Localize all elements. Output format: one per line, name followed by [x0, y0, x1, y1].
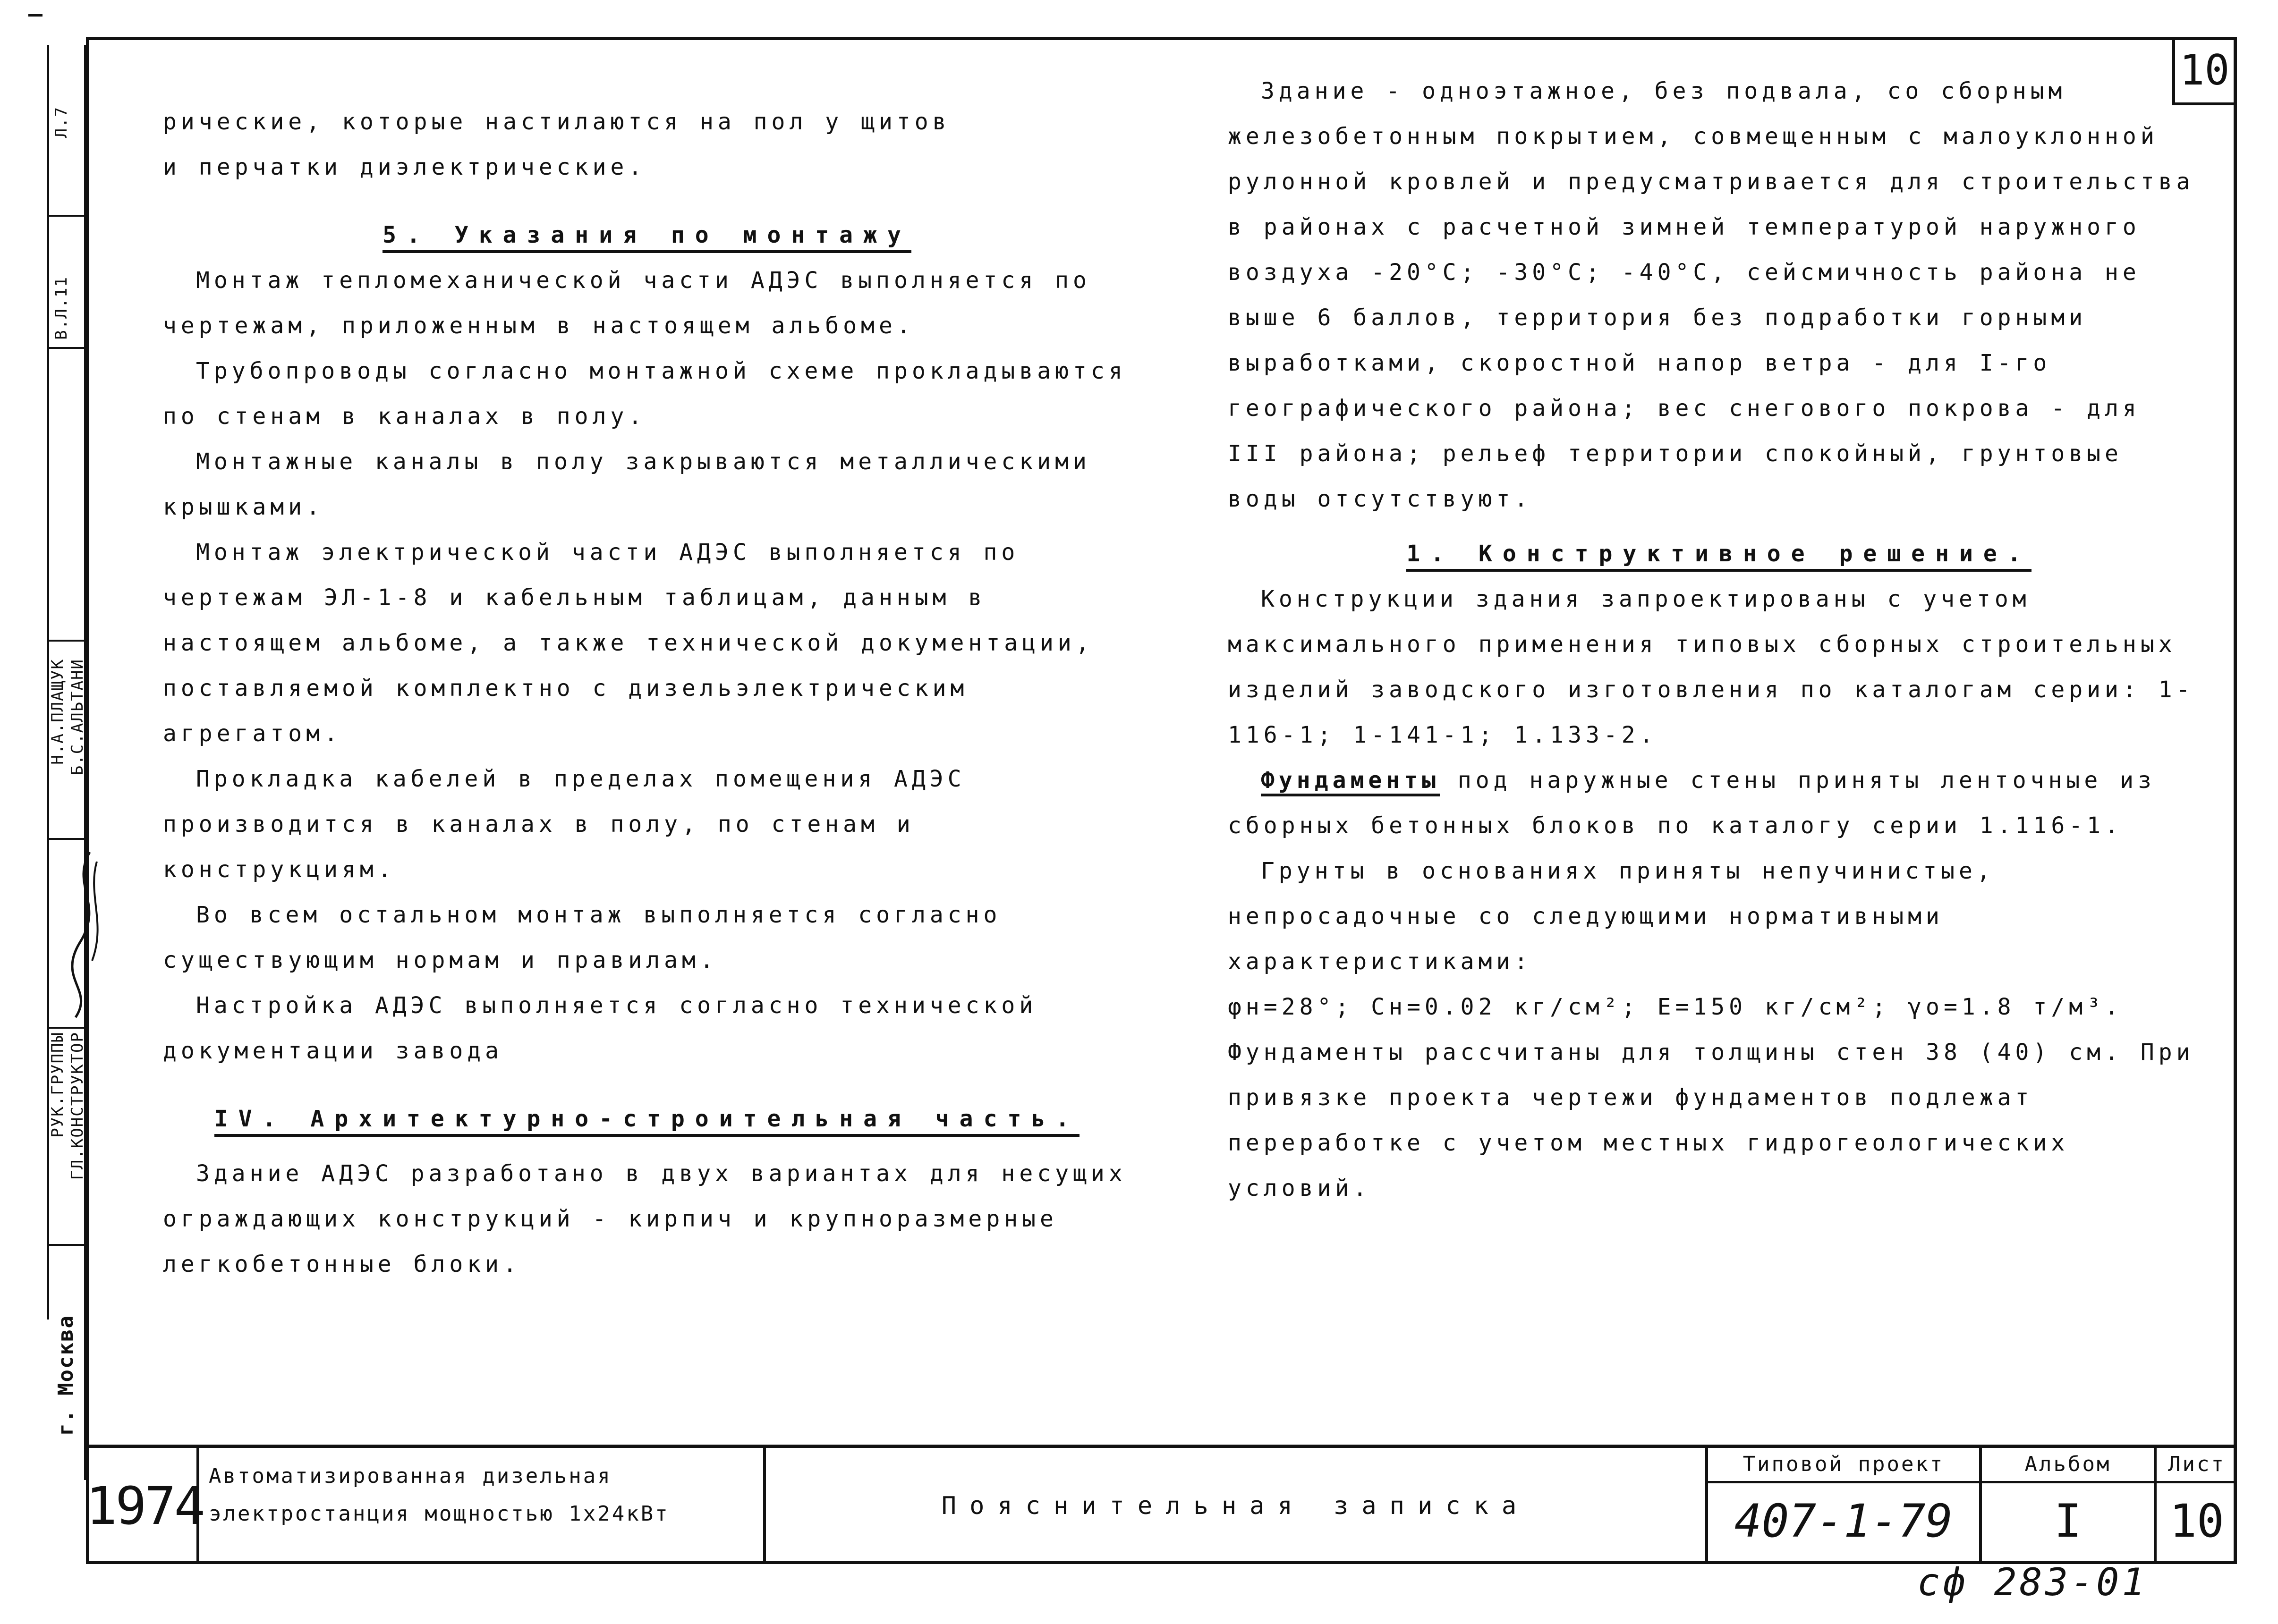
archive-code: сф 283-01 [1917, 1560, 2148, 1604]
margin-code-1: В.Л.11 [52, 276, 71, 340]
formula-line: φн=28°; Сн=0.02 кг/см²; Е=150 кг/см²; γо=1.8 т/м³. [1228, 994, 2123, 1020]
margin-name-2: Н.А.ПЛАЩУК [48, 659, 67, 765]
section-heading: 1. Конструктивное решение. [1228, 531, 2210, 576]
margin-name-1: Б.С.АЛЬТАНИ [68, 659, 87, 776]
margin-role-2: РУК.ГРУППЫ [48, 1032, 67, 1138]
section-heading: IV. Архитектурно-строительная часть. [163, 1096, 1131, 1142]
paragraph: Грунты в основаниях приняты непучинистые, непросадочные со следующими нормативными характеристиками: [1228, 858, 1995, 975]
sheet-number-box: 10 [2172, 37, 2237, 105]
paragraph: Здание - одноэтажное, без подвала, со сборным железобетонным покрытием, совмещенным с малоуклонной рулонной кровлей и предусматривается для строительства в районах с расчетной зимней температурой наружного воздуха -20°С; -30°С; -40°С, сейсмичность района не выше 6 баллов, территория без подработки горными выработками, скоростной напор ветра - для I-го географического района; вес снегового покрова - для III района; рельеф территории спокойный, грунтовые воды отсутствуют. [1228, 78, 2194, 512]
signature-icon [61, 847, 113, 1022]
paragraph: Здание АДЭС разработано в двух вариантах для несущих ограждающих конструкций - кирпич и крупноразмерные легкобетонные блоки. [163, 1160, 1127, 1277]
corner-mark [28, 14, 42, 17]
paragraph: Трубопроводы согласно монтажной схеме прокладываются по стенам в каналах в полу. [163, 358, 1127, 430]
term-foundations: Фундаменты [1261, 767, 1440, 796]
album: Альбом I [1982, 1448, 2157, 1564]
paragraph: Прокладка кабелей в пределах помещения АДЭС производится в каналах в полу, по стенам и конструкциям. [163, 766, 966, 883]
margin-code-2: Л.7 [52, 106, 71, 138]
paragraph: Конструкции здания запроектированы с учетом максимального применения типовых сборных строительных изделий заводского изготовления по каталогам серии: 1-116-1; 1-141-1; 1.133-2. [1228, 586, 2194, 748]
paragraph: Фундаменты рассчитаны для толщины стен 38 (40) см. При привязке проекта чертежи фундаментов подлежат переработке с учетом местных гидрогеологических условий. [1228, 1039, 2194, 1201]
paragraph: Монтаж электрической части АДЭС выполняется по чертежам ЭЛ-1-8 и кабельным таблицам, данным в настоящем альбоме, а также технической документации, поставляемой комплектно с дизельэлектрическим агрегатом. [163, 539, 1094, 747]
right-text-column [1228, 68, 2210, 1211]
margin-city: г. Москва [54, 1315, 78, 1436]
project-name: Автоматизированная дизельная электростанция мощностью 1х24кВт [199, 1448, 766, 1564]
year: 1974 [86, 1448, 199, 1564]
paragraph: Настройка АДЭС выполняется согласно технической документации завода [163, 992, 1037, 1064]
margin-stamp-column [47, 45, 85, 1480]
paragraph: Монтажные каналы в полу закрываются металлическими крышками. [163, 448, 1091, 520]
paragraph: рические, которые настилаются на пол у щитов [163, 109, 951, 135]
paragraph: Фундаменты под наружные стены приняты ленточные из сборных бетонных блоков по каталогу серии 1.116-1. [1228, 767, 2156, 839]
title-block [86, 1445, 2237, 1564]
typical-project: Типовой проект 407-1-79 [1708, 1448, 1982, 1564]
paragraph: Во всем остальном монтаж выполняется согласно существующим нормам и правилам. [163, 902, 1002, 973]
left-text-column [163, 99, 1131, 1287]
paragraph: и перчатки диэлектрические. [163, 154, 646, 180]
sheet: Лист 10 [2157, 1448, 2237, 1564]
paragraph: Монтаж тепломеханической части АДЭС выполняется по чертежам, приложенным в настоящем альбоме. [163, 267, 1091, 339]
section-heading: 5. Указания по монтажу [163, 212, 1131, 258]
margin-role-1: ГЛ.КОНСТРУКТОР [68, 1032, 87, 1180]
document-title: Пояснительная записка [766, 1448, 1708, 1564]
